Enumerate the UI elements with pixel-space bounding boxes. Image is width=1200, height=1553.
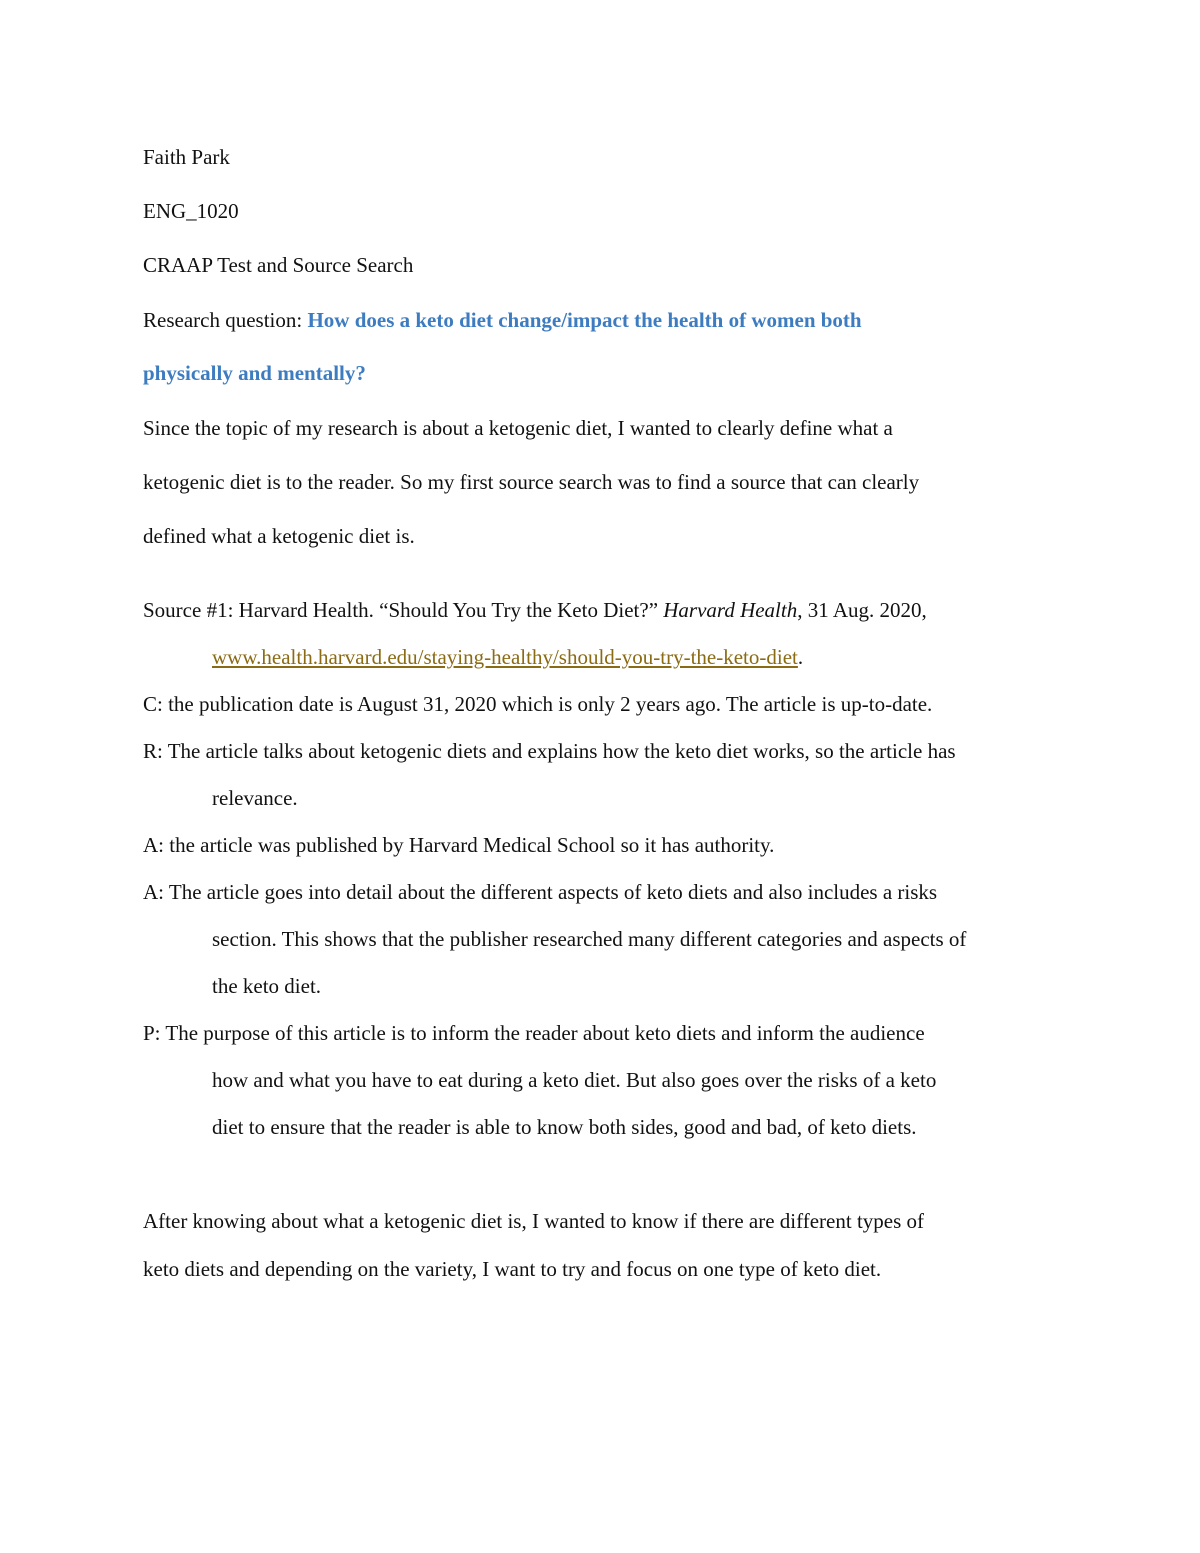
source-url-link[interactable]: www.health.harvard.edu/staying-healthy/should-you-try-the-keto-diet: [212, 645, 798, 669]
source-citation: [143, 597, 927, 623]
intro-paragraph-line: ketogenic diet is to the reader. So my first source search was to find a source that can clearly: [143, 470, 920, 494]
craap-accuracy-continuation: section. This shows that the publisher researched many different categories and aspects of: [212, 927, 967, 951]
research-question-line: [143, 307, 862, 333]
craap-relevance: R: The article talks about ketogenic diets and explains how the keto diet works, so the article has: [143, 739, 956, 763]
source-url-line: [212, 644, 803, 670]
closing-paragraph-line: After knowing about what a ketogenic diet is, I wanted to know if there are different types of: [143, 1209, 925, 1233]
citation-publication: Harvard Health: [663, 598, 798, 622]
craap-accuracy-continuation: the keto diet.: [212, 974, 322, 998]
craap-currency: C: the publication date is August 31, 2020 which is only 2 years ago. The article is up-to-date.: [143, 692, 933, 716]
author-name: Faith Park: [143, 145, 230, 169]
craap-purpose-continuation: how and what you have to eat during a keto diet. But also goes over the risks of a keto: [212, 1068, 937, 1092]
craap-relevance-continuation: relevance.: [212, 786, 298, 810]
craap-purpose-continuation: diet to ensure that the reader is able to know both sides, good and bad, of keto diets.: [212, 1115, 917, 1139]
citation-prefix: Source #1: Harvard Health. “Should You Try the Keto Diet?”: [143, 598, 664, 622]
research-question-continuation: physically and mentally?: [143, 361, 366, 385]
citation-date: , 31 Aug. 2020,: [797, 598, 927, 622]
assignment-title: CRAAP Test and Source Search: [143, 253, 414, 277]
research-question-text: How does a keto diet change/impact the health of women both: [307, 308, 862, 332]
intro-paragraph-line: Since the topic of my research is about a ketogenic diet, I wanted to clearly define what a: [143, 416, 893, 440]
closing-paragraph-line: keto diets and depending on the variety, I want to try and focus on one type of keto diet.: [143, 1257, 882, 1281]
source-url-suffix: .: [797, 645, 804, 669]
research-question-label: Research question:: [143, 308, 308, 332]
intro-paragraph-line: defined what a ketogenic diet is.: [143, 524, 415, 548]
course-code: ENG_1020: [143, 199, 239, 223]
craap-authority: A: the article was published by Harvard Medical School so it has authority.: [143, 833, 775, 857]
craap-accuracy: A: The article goes into detail about the different aspects of keto diets and also includes a risks: [143, 880, 938, 904]
craap-purpose: P: The purpose of this article is to inform the reader about keto diets and inform the audience: [143, 1021, 925, 1045]
